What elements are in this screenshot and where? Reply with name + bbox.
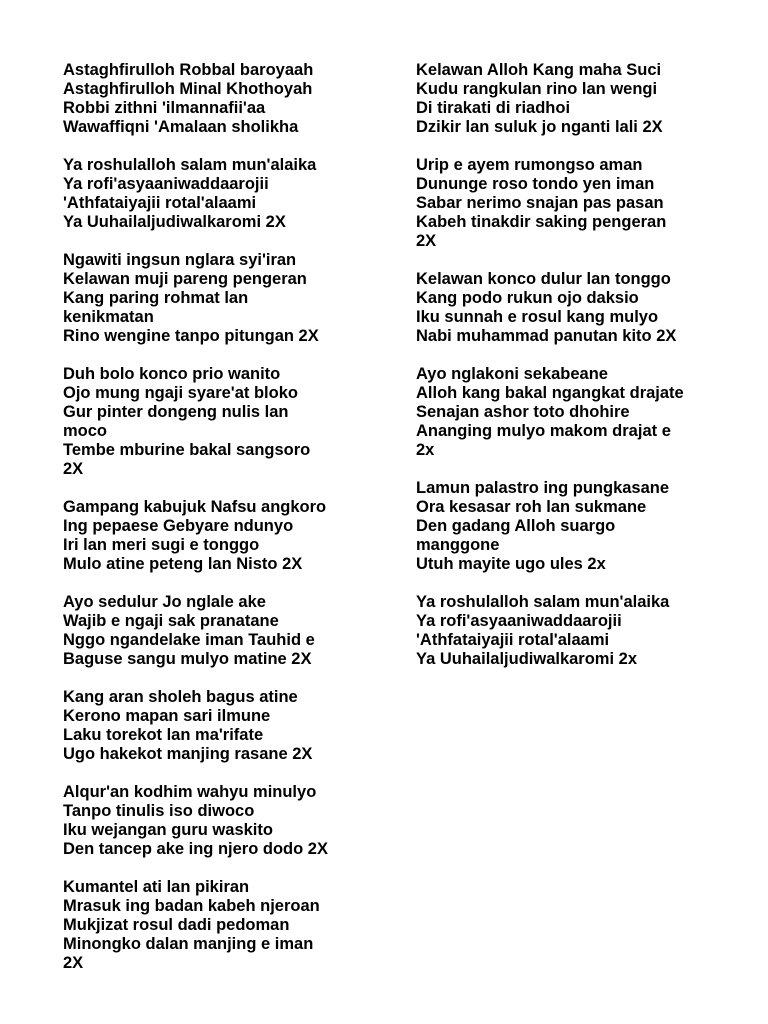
lyric-line: Astaghfirulloh Robbal baroyaah [63, 61, 314, 79]
lyric-line: Ananging mulyo makom drajat e [416, 422, 671, 440]
lyric-stanza [63, 593, 393, 669]
lyric-line: Laku torekot lan ma'rifate [63, 726, 264, 744]
lyric-line: Iri lan meri sugi e tonggo [63, 536, 260, 554]
lyric-line: Ya Uuhailaljudiwalkaromi 2x [416, 650, 638, 668]
lyric-line: Rino wengine tanpo pitungan 2X [63, 327, 319, 345]
lyric-line: Ya roshulalloh salam mun'alaika [416, 593, 670, 611]
lyric-line: Ing pepaese Gebyare ndunyo [63, 517, 294, 535]
lyric-stanza [416, 479, 736, 574]
lyric-line: Ya roshulalloh salam mun'alaika [63, 156, 317, 174]
lyric-line: Tembe mburine bakal sangsoro [63, 441, 311, 459]
lyric-line: Nggo ngandelake iman Tauhid e [63, 631, 315, 649]
lyric-line: 2X [416, 232, 437, 250]
lyric-line: Wajib e ngaji sak pranatane [63, 612, 279, 630]
lyric-stanza [63, 783, 393, 859]
lyric-stanza [63, 365, 393, 479]
lyric-stanza [63, 878, 393, 973]
lyric-line: Ora kesasar roh lan sukmane [416, 498, 647, 516]
lyric-stanza [63, 688, 393, 764]
lyric-line: Dzikir lan suluk jo nganti lali 2X [416, 118, 663, 136]
lyric-line: Mukjizat rosul dadi pedoman [63, 916, 290, 934]
lyric-stanza [416, 61, 736, 137]
lyric-line: Dununge roso tondo yen iman [416, 175, 655, 193]
right-column [416, 61, 736, 688]
lyric-line: 'Athfataiyajii rotal'alaami [63, 194, 257, 212]
lyric-stanza [416, 156, 736, 251]
lyric-line: Wawaffiqni 'Amalaan sholikha [63, 118, 299, 136]
lyric-line: Ayo sedulur Jo nglale ake [63, 593, 266, 611]
lyric-line: Mulo atine peteng lan Nisto 2X [63, 555, 303, 573]
lyric-line: Gampang kabujuk Nafsu angkoro [63, 498, 327, 516]
lyric-line: Di tirakati di riadhoi [416, 99, 571, 117]
lyric-line: Senajan ashor toto dhohire [416, 403, 630, 421]
lyric-stanza [63, 156, 393, 232]
lyric-line: Ya rofi'asyaaniwaddaarojii [416, 612, 622, 630]
lyric-line: 2X [63, 954, 84, 972]
lyric-line: Ngawiti ingsun nglara syi'iran [63, 251, 297, 269]
left-column [63, 61, 393, 992]
lyric-line: Kabeh tinakdir saking pengeran [416, 213, 667, 231]
lyric-line: 2X [63, 460, 84, 478]
lyric-line: Duh bolo konco prio wanito [63, 365, 281, 383]
lyric-line: Kerono mapan sari ilmune [63, 707, 271, 725]
lyric-line: Ayo nglakoni sekabeane [416, 365, 608, 383]
lyric-line: Kelawan muji pareng pengeran [63, 270, 307, 288]
lyric-line: Ugo hakekot manjing rasane 2X [63, 745, 313, 763]
lyric-line: Ya Uuhailaljudiwalkaromi 2X [63, 213, 286, 231]
lyric-line: Gur pinter dongeng nulis lan [63, 403, 289, 421]
lyric-line: Iku wejangan guru waskito [63, 821, 273, 839]
lyric-line: Minongko dalan manjing e iman [63, 935, 314, 953]
lyric-stanza [63, 498, 393, 574]
lyric-stanza [416, 593, 736, 669]
lyric-line: Nabi muhammad panutan kito 2X [416, 327, 677, 345]
lyric-line: Baguse sangu mulyo matine 2X [63, 650, 312, 668]
lyric-line: Kelawan konco dulur lan tonggo [416, 270, 671, 288]
lyric-line: Sabar nerimo snajan pas pasan [416, 194, 664, 212]
lyric-line: Kang podo rukun ojo daksio [416, 289, 639, 307]
lyric-line: 2x [416, 441, 435, 459]
lyric-line: Kumantel ati lan pikiran [63, 878, 250, 896]
lyric-line: Astaghfirulloh Minal Khothoyah [63, 80, 313, 98]
lyric-line: Kang aran sholeh bagus atine [63, 688, 298, 706]
lyric-line: kenikmatan [63, 308, 154, 326]
lyric-stanza [416, 270, 736, 346]
lyric-line: Kelawan Alloh Kang maha Suci [416, 61, 662, 79]
lyric-line: Tanpo tinulis iso diwoco [63, 802, 255, 820]
lyric-line: Utuh mayite ugo ules 2x [416, 555, 606, 573]
lyric-line: Den gadang Alloh suargo [416, 517, 616, 535]
lyric-line: Den tancep ake ing njero dodo 2X [63, 840, 328, 858]
lyric-line: Iku sunnah e rosul kang mulyo [416, 308, 659, 326]
lyric-line: Alqur'an kodhim wahyu minulyo [63, 783, 317, 801]
lyric-line: Urip e ayem rumongso aman [416, 156, 643, 174]
lyric-line: moco [63, 422, 108, 440]
lyric-line: Alloh kang bakal ngangkat drajate [416, 384, 684, 402]
lyric-line: Mrasuk ing badan kabeh njeroan [63, 897, 320, 915]
lyric-line: Kudu rangkulan rino lan wengi [416, 80, 658, 98]
lyric-line: Ya rofi'asyaaniwaddaarojii [63, 175, 269, 193]
lyric-stanza [63, 251, 393, 346]
lyric-line: Kang paring rohmat lan [63, 289, 249, 307]
lyric-stanza [416, 365, 736, 460]
lyric-line: Robbi zithni 'ilmannafii'aa [63, 99, 266, 117]
lyric-line: manggone [416, 536, 500, 554]
lyric-line: Lamun palastro ing pungkasane [416, 479, 670, 497]
lyric-line: Ojo mung ngaji syare'at bloko [63, 384, 298, 402]
lyric-stanza [63, 61, 393, 137]
lyric-line: 'Athfataiyajii rotal'alaami [416, 631, 610, 649]
